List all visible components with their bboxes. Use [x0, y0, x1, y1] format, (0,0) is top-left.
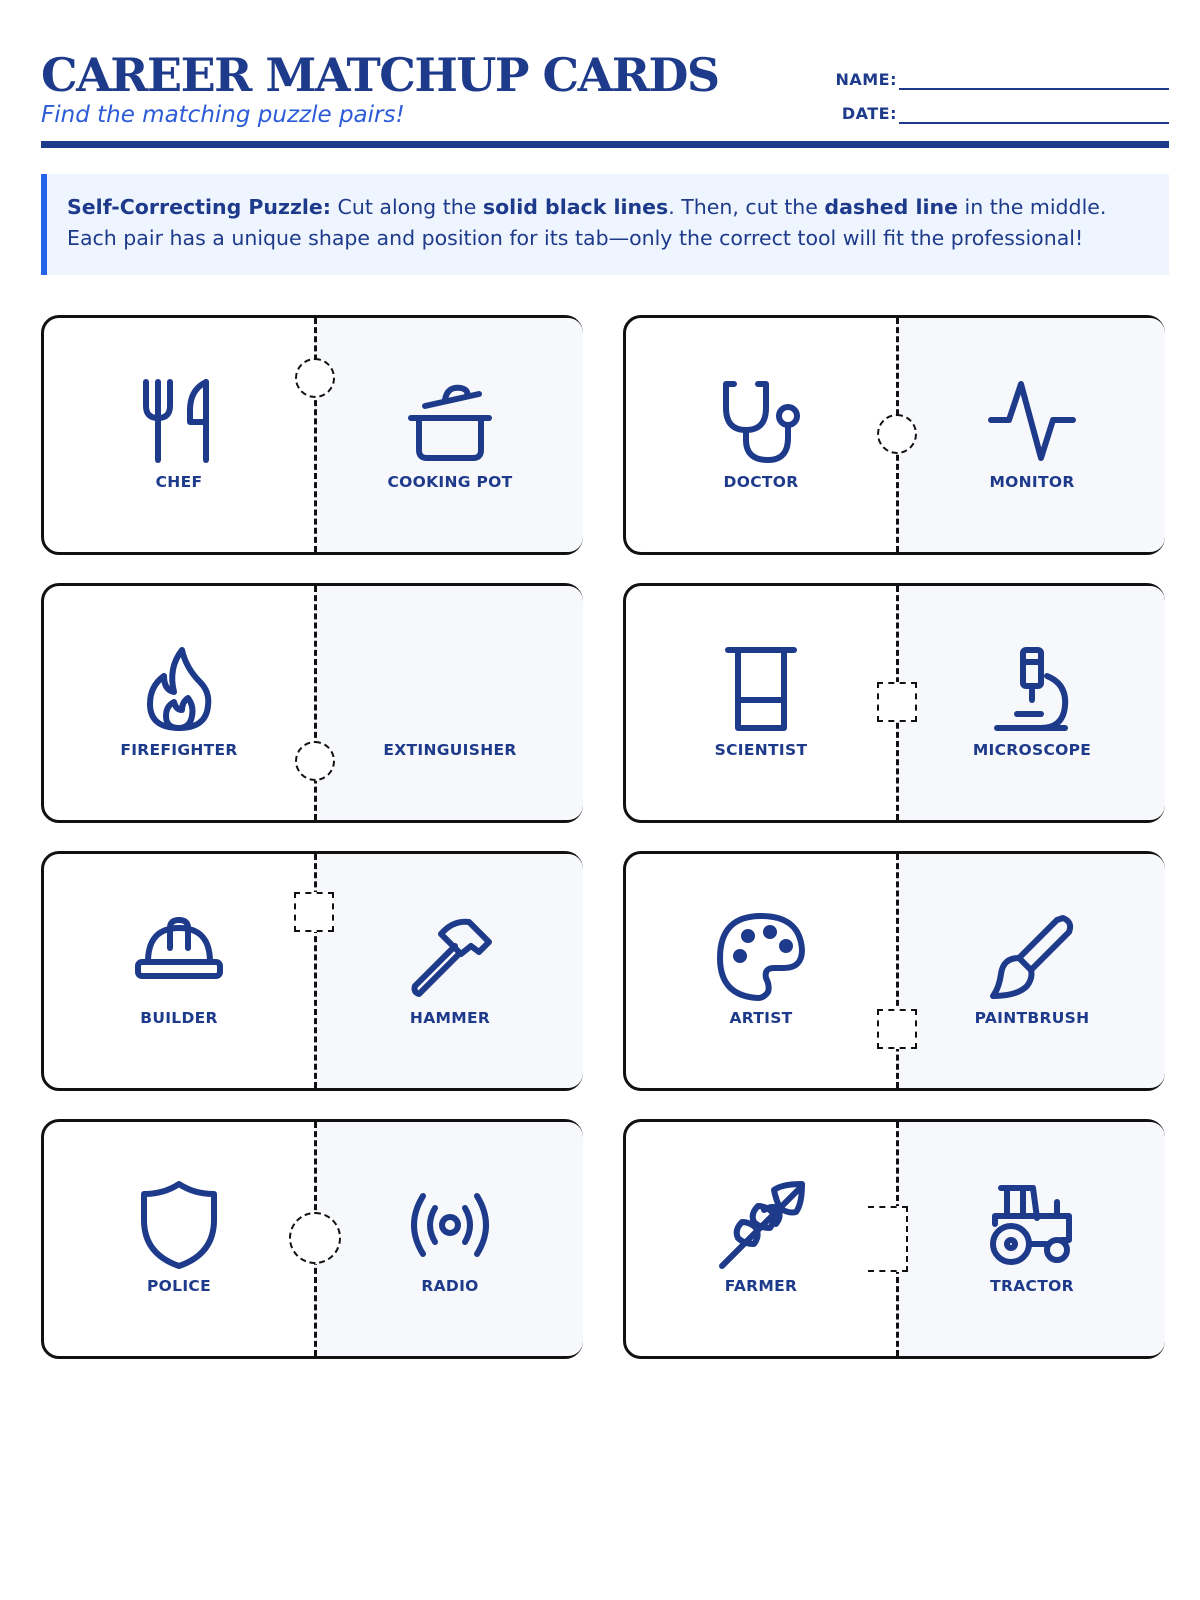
- tractor-icon: [987, 1180, 1077, 1270]
- shield-icon: [134, 1180, 224, 1270]
- match-card-firefighter[interactable]: [41, 583, 583, 823]
- date-label: DATE:: [841, 104, 897, 123]
- date-line[interactable]: [899, 122, 1169, 124]
- instructions-text-3: in the middle. Each pair has a unique shape and position for its tab—only the correct tool will fit the professional!: [67, 195, 1107, 250]
- card-half-tool[interactable]: [315, 1122, 585, 1356]
- match-card-builder[interactable]: [41, 851, 583, 1091]
- card-label: HAMMER: [409, 1009, 491, 1027]
- name-line[interactable]: [899, 88, 1169, 90]
- page-header: [41, 44, 1169, 148]
- instructions-text-1: Cut along the: [331, 195, 483, 219]
- card-label: CHEF: [155, 473, 203, 491]
- paintbrush-icon: [987, 912, 1077, 1002]
- card-label: FARMER: [724, 1277, 798, 1295]
- card-label: MICROSCOPE: [972, 741, 1092, 759]
- card-label: ARTIST: [729, 1009, 793, 1027]
- card-half-professional[interactable]: [44, 318, 314, 552]
- card-label: MONITOR: [989, 473, 1075, 491]
- match-card-artist[interactable]: [623, 851, 1165, 1091]
- hammer-icon: [405, 912, 495, 1002]
- card-half-professional[interactable]: [44, 1122, 314, 1356]
- flame-icon: [134, 644, 224, 734]
- card-label: TRACTOR: [990, 1277, 1074, 1295]
- card-half-professional[interactable]: [44, 586, 314, 820]
- match-card-scientist[interactable]: [623, 583, 1165, 823]
- match-card-doctor[interactable]: [623, 315, 1165, 555]
- palette-icon: [716, 912, 806, 1002]
- card-half-professional[interactable]: [44, 854, 314, 1088]
- radio-icon: [405, 1180, 495, 1270]
- header-rule: [41, 141, 1169, 148]
- card-half-tool[interactable]: [315, 854, 585, 1088]
- card-label: PAINTBRUSH: [974, 1009, 1090, 1027]
- card-half-tool[interactable]: [897, 854, 1167, 1088]
- card-half-tool[interactable]: [897, 586, 1167, 820]
- stethoscope-icon: [716, 376, 806, 466]
- name-label: NAME:: [835, 70, 897, 89]
- instructions-lead: Self-Correcting Puzzle:: [67, 195, 332, 219]
- card-label: BUILDER: [140, 1009, 218, 1027]
- instructions-text-2: . Then, cut the: [668, 195, 825, 219]
- card-half-tool[interactable]: [897, 1122, 1167, 1356]
- card-label: EXTINGUISHER: [383, 741, 517, 759]
- card-label: COOKING POT: [387, 473, 513, 491]
- instructions-bold-2: dashed line: [824, 195, 958, 219]
- card-label: SCIENTIST: [714, 741, 808, 759]
- match-card-chef[interactable]: [41, 315, 583, 555]
- name-field[interactable]: [829, 68, 1169, 92]
- match-card-farmer[interactable]: [623, 1119, 1165, 1359]
- instructions-box: [41, 174, 1169, 275]
- card-half-tool[interactable]: [315, 318, 585, 552]
- instructions-bold-1: solid black lines: [482, 195, 669, 219]
- card-label: FIREFIGHTER: [120, 741, 238, 759]
- card-label: POLICE: [147, 1277, 211, 1295]
- card-half-professional[interactable]: [626, 854, 896, 1088]
- hard-hat-icon: [134, 912, 224, 1002]
- date-field[interactable]: [829, 102, 1169, 126]
- card-half-professional[interactable]: [626, 318, 896, 552]
- card-half-professional[interactable]: [626, 586, 896, 820]
- card-label: RADIO: [421, 1277, 479, 1295]
- card-half-professional[interactable]: [626, 1122, 896, 1356]
- page-subtitle: Find the matching puzzle pairs!: [41, 102, 405, 128]
- page-title: CAREER MATCHUP CARDS: [41, 48, 719, 102]
- cooking-pot-icon: [405, 376, 495, 466]
- wheat-icon: [716, 1180, 806, 1270]
- microscope-icon: [987, 644, 1077, 734]
- card-half-tool[interactable]: [315, 586, 585, 820]
- card-label: DOCTOR: [723, 473, 799, 491]
- card-half-tool[interactable]: [897, 318, 1167, 552]
- beaker-icon: [716, 644, 806, 734]
- utensils-icon: [134, 376, 224, 466]
- heartbeat-icon: [987, 376, 1077, 466]
- match-card-police[interactable]: [41, 1119, 583, 1359]
